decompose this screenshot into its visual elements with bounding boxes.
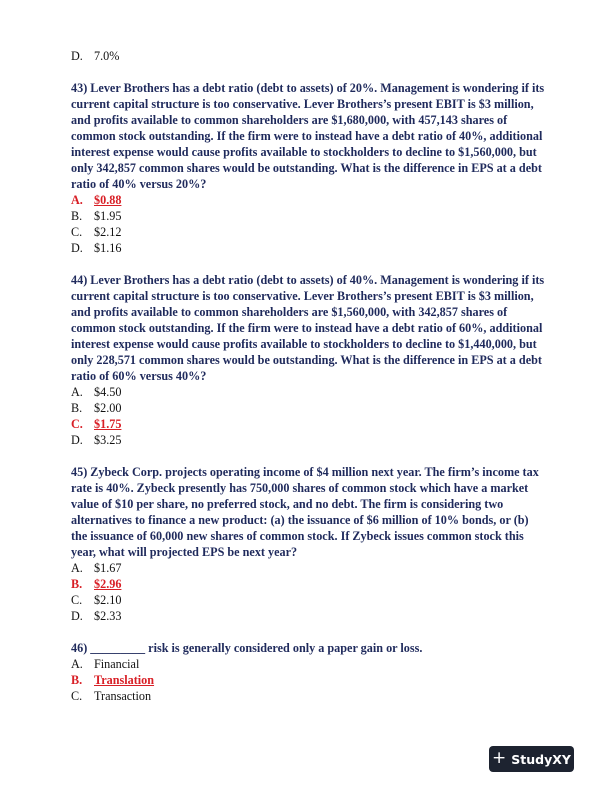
option-text: Transaction [94,689,152,703]
option-text: $2.12 [94,225,122,239]
option-text: Financial [94,657,140,671]
option-letter: B. [71,401,83,415]
option-text: $3.25 [94,433,122,447]
option-letter: B. [71,209,83,223]
option-text: $1.75 [94,417,122,431]
option-text: $2.10 [94,593,122,607]
answer-option [71,400,546,416]
question-text: 46) _________ risk is generally considered only a paper gain or loss. [71,641,423,655]
option-letter: A. [71,385,83,399]
option-letter: D. [71,49,83,63]
option-letter: C. [71,417,83,431]
studyxy-logo-badge[interactable] [489,746,574,772]
answer-option [71,608,546,624]
option-text: $4.50 [94,385,122,399]
option-text: $2.33 [94,609,122,623]
option-letter: C. [71,593,83,607]
answer-option-correct [71,672,546,688]
document-page [71,48,546,704]
option-letter: D. [71,241,83,255]
question-45 [71,464,546,624]
answer-option [71,240,546,256]
brand-name: StudyXY [511,751,571,767]
answer-option-correct [71,192,546,208]
option-text: $1.67 [94,561,122,575]
question-text: 45) Zybeck Corp. projects operating income of $4 million next year. The firm’s income tax rate is 40%. Zybeck presently has 750,000 shares of common stock which have a market value of $10 per share, no preferred stock, and no debt. The firm is considering two alternatives to finance a new product: (a) the issuance of $6 million of 10% bonds, or (b) the issuance of 60,000 new shares of common stock. If Zybeck issues common stock this year, what will projected EPS be next year? [71,465,539,559]
option-text: $1.16 [94,241,122,255]
option-letter: D. [71,609,83,623]
option-letter: A. [71,657,83,671]
option-text: Translation [94,673,155,687]
answer-option [71,384,546,400]
answer-option [71,208,546,224]
option-letter: B. [71,577,83,591]
answer-option [71,656,546,672]
answer-option [71,688,546,704]
option-text: $2.96 [94,577,122,591]
option-letter: D. [71,433,83,447]
answer-option-correct [71,416,546,432]
answer-option [71,560,546,576]
question-44 [71,272,546,448]
plus-icon: + [492,747,507,768]
question-46 [71,640,546,704]
option-letter: B. [71,673,83,687]
question-text: 43) Lever Brothers has a debt ratio (debt to assets) of 20%. Management is wondering if its current capital structure is too conservative. Lever Brothers’s present EBIT is $3 million, and profits available to common shareholders are $1,680,000, with 457,143 shares of common stock outstanding. If the firm were to instead have a debt ratio of 40%, additional interest expense would cause profits available to stockholders to decline to $1,560,000, but only 342,857 common shares would be outstanding. What is the difference in EPS at a debt ratio of 40% versus 20%? [71,81,545,191]
answer-option [71,432,546,448]
answer-option [71,48,546,64]
option-letter: C. [71,689,83,703]
option-text: 7.0% [94,49,120,63]
option-letter: C. [71,225,83,239]
answer-option [71,224,546,240]
option-letter: A. [71,561,83,575]
answer-option [71,592,546,608]
question-text: 44) Lever Brothers has a debt ratio (debt to assets) of 40%. Management is wondering if its current capital structure is too conservative. Lever Brothers’s present EBIT is $3 million, and profits available to common shareholders are $1,560,000, with 342,857 shares of common stock outstanding. If the firm were to instead have a debt ratio of 60%, additional interest expense would cause profits available to stockholders to decline to $1,440,000, but only 228,571 common shares would be outstanding. What is the difference in EPS at a debt ratio of 60% versus 40%? [71,273,545,383]
option-text: $0.88 [94,193,122,207]
question-43 [71,80,546,256]
option-text: $2.00 [94,401,122,415]
option-letter: A. [71,193,83,207]
option-text: $1.95 [94,209,122,223]
answer-option-correct [71,576,546,592]
